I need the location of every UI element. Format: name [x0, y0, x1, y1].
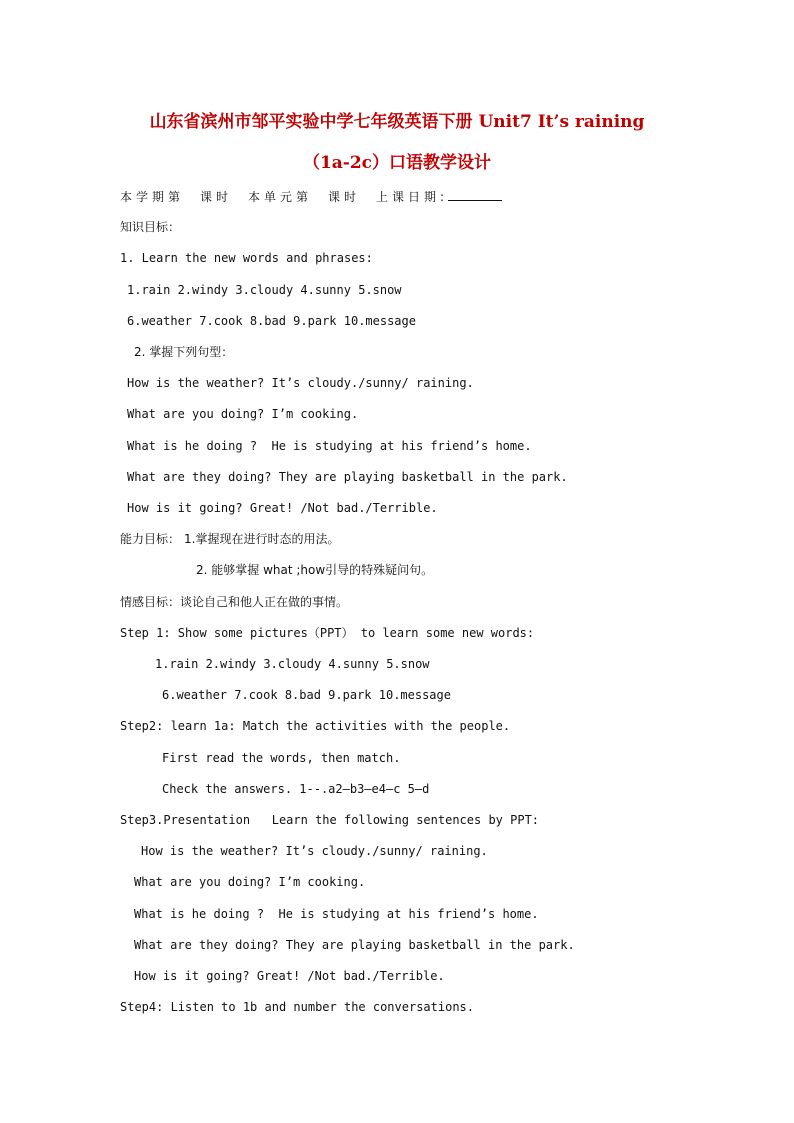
lesson-header-line [120, 188, 502, 205]
step-3-sentence-3: What is he doing ? He is studying at his friend’s home. [134, 907, 539, 921]
step-3-heading: Step3.Presentation Learn the following sentences by PPT: [120, 813, 540, 827]
step-1-words-b: 6.weather 7.cook 8.bad 9.park 10.message [162, 688, 451, 702]
emotion-objectives-label: 情感目标： [120, 595, 181, 609]
sentence-pattern-1: How is the weather? It’s cloudy./sunny/ raining. [127, 376, 474, 390]
knowledge-objectives-label: 知识目标： [120, 220, 181, 234]
document-title-line-1: 山东省滨州市邹平实验中学七年级英语下册 Unit7 It’s raining [149, 112, 645, 132]
step-2-instruction: First read the words, then match. [162, 751, 401, 765]
step-3-sentence-4: What are they doing? They are playing basketball in the park. [134, 938, 575, 952]
sentence-pattern-3: What is he doing ? He is studying at his friend’s home. [127, 439, 532, 453]
sentence-pattern-2: What are you doing? I’m cooking. [127, 407, 359, 421]
ability-objective-1: 1.掌握现在进行时态的用法。 [184, 532, 340, 546]
date-blank-line [448, 188, 502, 201]
new-words-list-a: 1.rain 2.windy 3.cloudy 4.sunny 5.snow [127, 283, 402, 297]
step-3-sentence-1: How is the weather? It’s cloudy./sunny/ raining. [141, 844, 488, 858]
lesson-header-text: 本学期第 课时 本单元第 课时 上课日期: [120, 190, 449, 204]
step-1-heading: Step 1: Show some pictures（PPT） to learn some new words: [120, 626, 535, 640]
knowledge-item-2-heading: 2. 掌握下列句型： [134, 345, 234, 359]
emotion-objective-text: 谈论自己和他人正在做的事情。 [180, 595, 349, 609]
step-3-sentence-5: How is it going? Great! /Not bad./Terrible. [134, 969, 445, 983]
emotion-objectives-line [120, 594, 348, 610]
document-title-line-2: （1a-2c）口语教学设计 [302, 153, 492, 173]
ability-objectives-label: 能力目标： [120, 532, 181, 546]
sentence-pattern-4: What are they doing? They are playing basketball in the park. [127, 470, 568, 484]
ability-objective-2: 2. 能够掌握 what ;how引导的特殊疑问句。 [196, 563, 434, 577]
ability-objectives-line [120, 531, 339, 547]
new-words-list-b: 6.weather 7.cook 8.bad 9.park 10.message [127, 314, 416, 328]
step-2-answers: Check the answers. 1--.a2—b3—e4—c 5—d [162, 782, 430, 796]
step-3-sentence-2: What are you doing? I’m cooking. [134, 875, 366, 889]
knowledge-item-1-heading: 1. Learn the new words and phrases: [120, 251, 373, 265]
sentence-pattern-5: How is it going? Great! /Not bad./Terrible. [127, 501, 438, 515]
step-1-words-a: 1.rain 2.windy 3.cloudy 4.sunny 5.snow [155, 657, 430, 671]
step-4-heading: Step4: Listen to 1b and number the conversations. [120, 1000, 475, 1014]
step-2-heading: Step2: learn 1a: Match the activities with the people. [120, 719, 511, 733]
